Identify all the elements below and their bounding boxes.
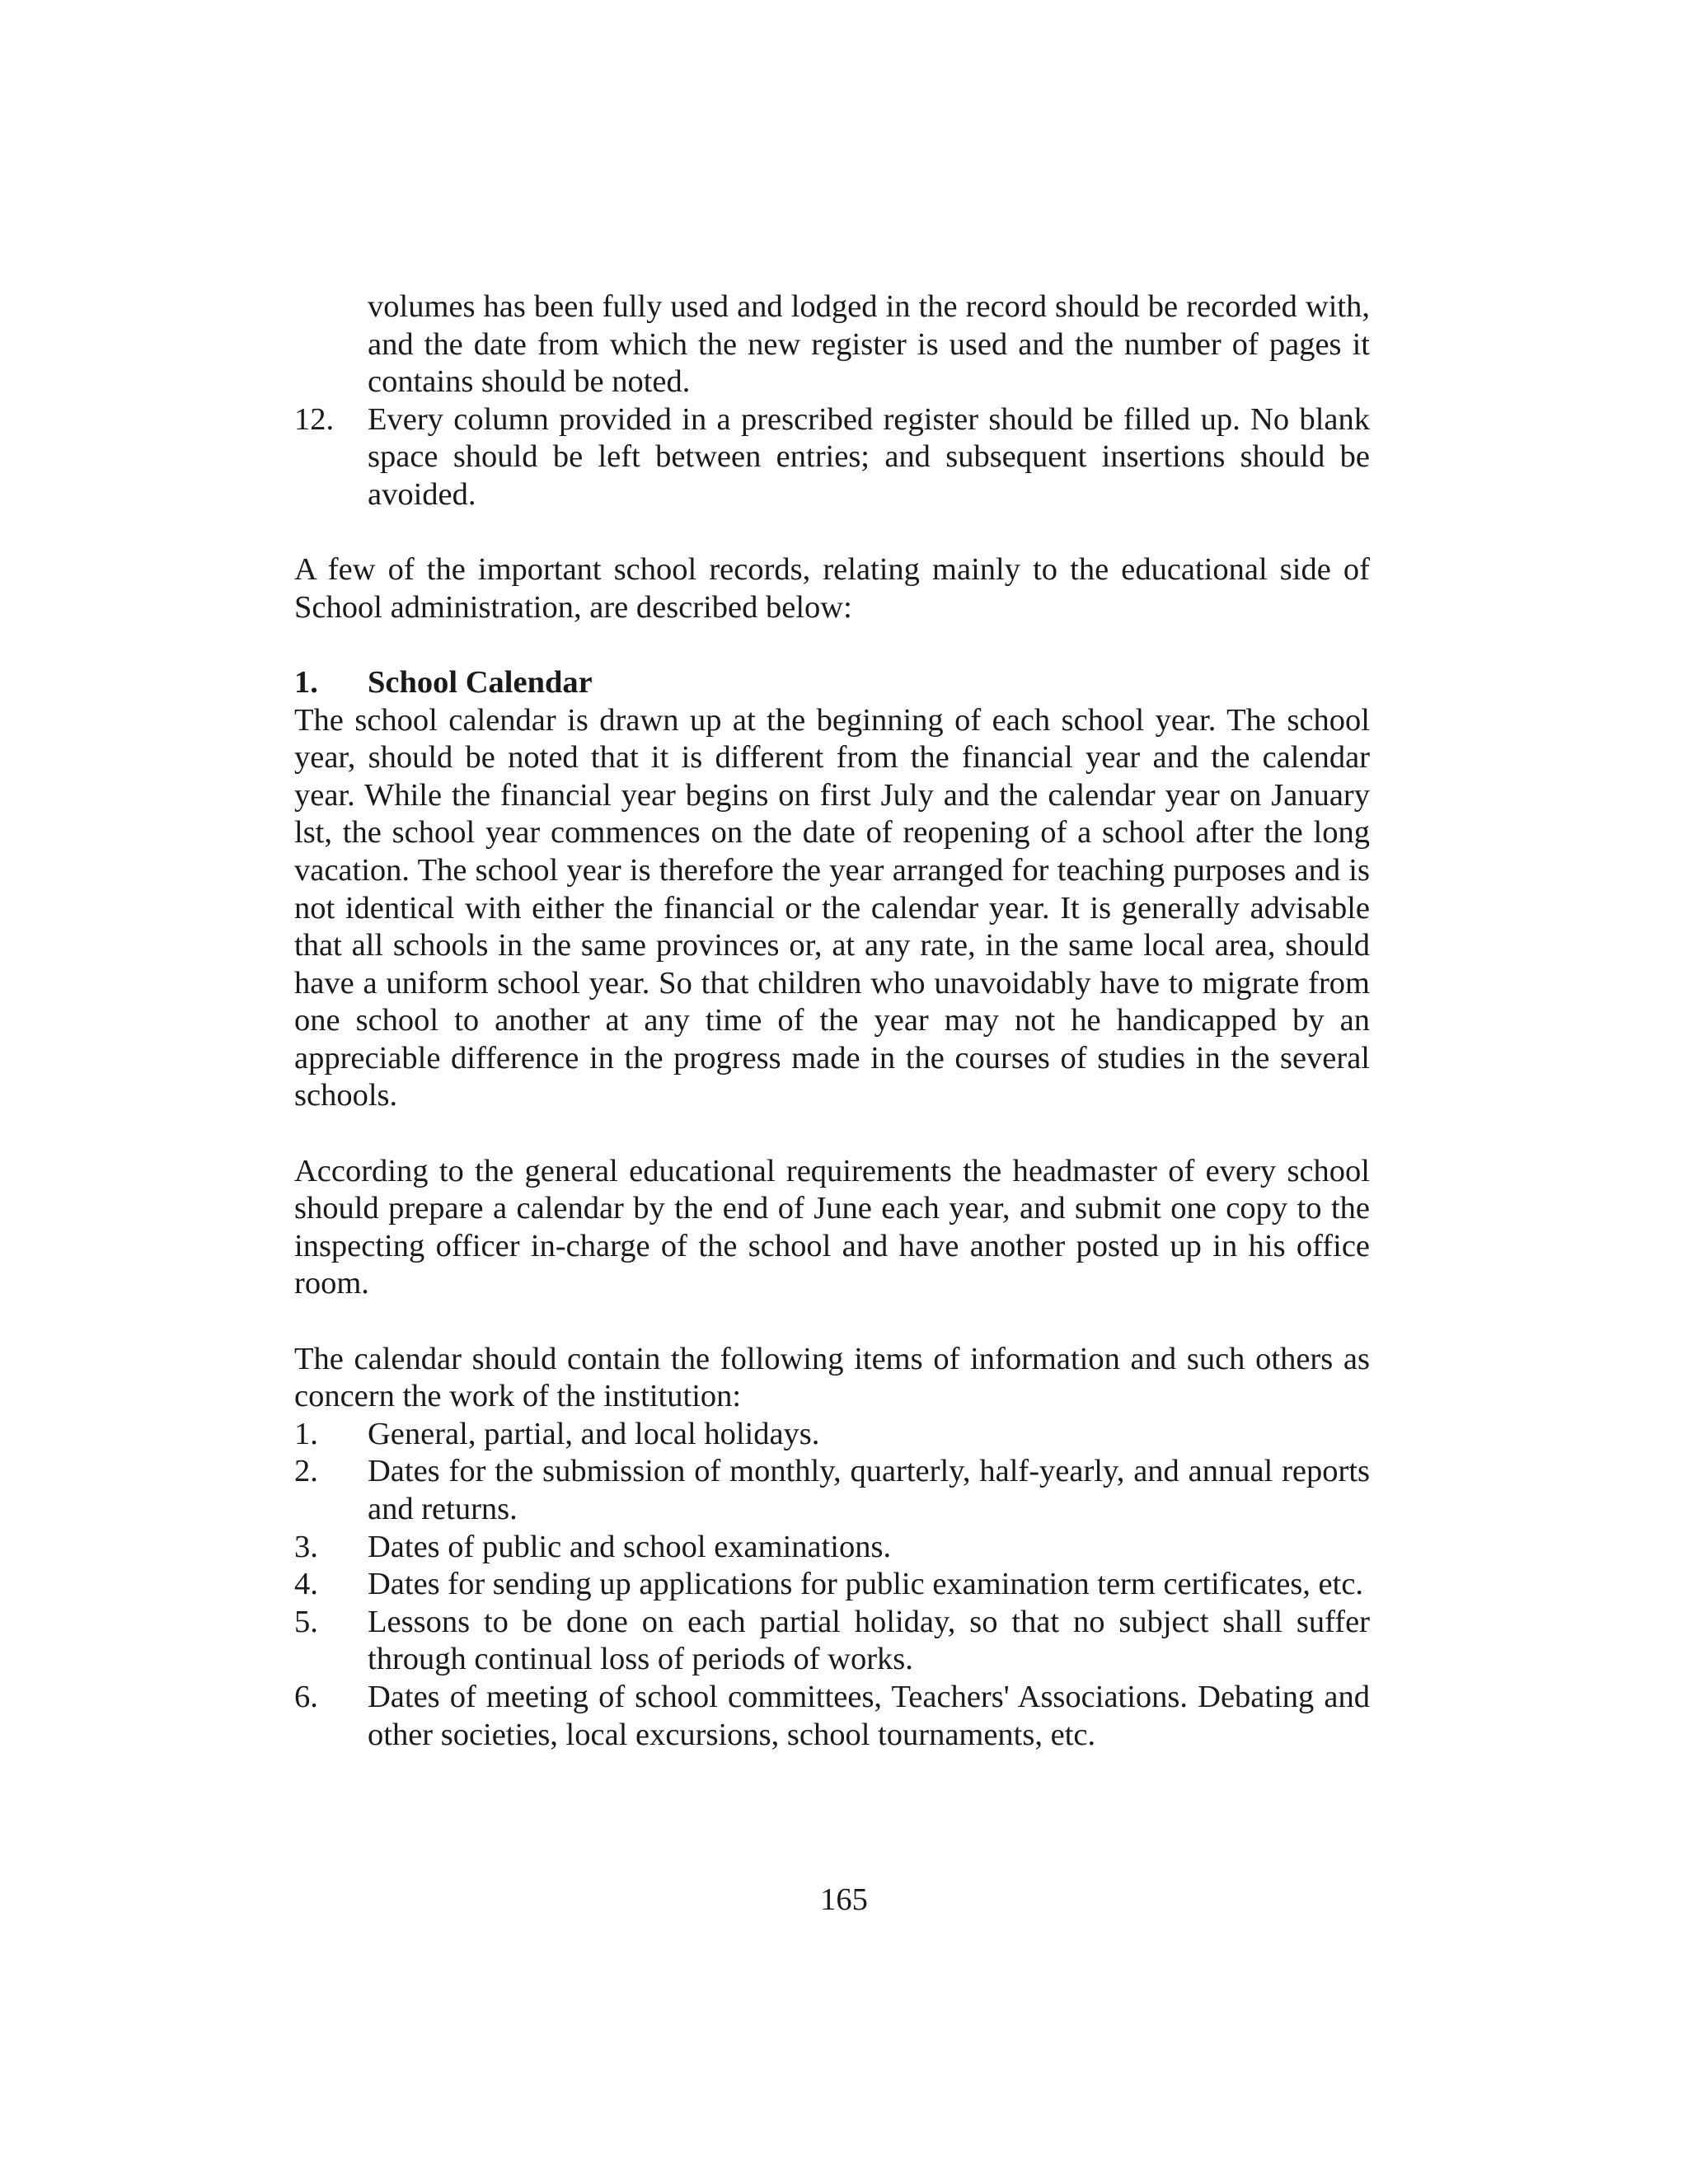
section-number: 1. <box>294 664 318 700</box>
list-item-number: 4. <box>294 1567 318 1602</box>
list-item-text: Dates for the submission of monthly, quarterly, half-yearly, and annual reports and returns. <box>368 1454 1370 1526</box>
list-item-12 <box>294 401 1370 514</box>
calendar-list-item <box>294 1529 1370 1567</box>
list-item-number: 1. <box>294 1416 318 1451</box>
list-item-text: Dates for sending up applications for public examination term certificates, etc. <box>368 1567 1364 1602</box>
section-heading <box>294 664 1370 702</box>
spacer <box>294 1115 1370 1153</box>
list-item-number: 3. <box>294 1529 318 1564</box>
list-item-text: volumes has been fully used and lodged in the record should be recorded with, and the date from which the new register is used and the number of pages it contains should be noted. <box>368 289 1370 400</box>
spacer <box>294 514 1370 552</box>
list-item-text: Every column provided in a prescribed register should be filled up. No blank space should be left between entries; and subsequent insertions should be avoided. <box>368 401 1370 512</box>
list-item-text: Dates of meeting of school committees, Teachers' Associations. Debating and other societies, local excursions, school tournaments, etc. <box>368 1679 1370 1752</box>
section-title: School Calendar <box>368 664 593 700</box>
calendar-list-item <box>294 1679 1370 1754</box>
list-item-number: 2. <box>294 1454 318 1489</box>
list-item-number: 12. <box>294 401 335 437</box>
calendar-paragraph-2: According to the general educational requirements the headmaster of every school should prepare a calendar by the end of June each year, and submit one copy to the inspecting officer in-charge of the school and have another posted up in his office room. <box>294 1153 1370 1301</box>
list-item-number: 5. <box>294 1604 318 1639</box>
list-item-11-continuation <box>294 288 1370 401</box>
list-item-text: Lessons to be done on each partial holiday, so that no subject shall suffer through continual loss of periods of works. <box>368 1604 1370 1677</box>
calendar-paragraph-3: The calendar should contain the following items of information and such others as concern the work of the institution: <box>294 1341 1370 1414</box>
calendar-list-item <box>294 1416 1370 1454</box>
page-number: 165 <box>820 1882 868 1917</box>
calendar-list-item <box>294 1604 1370 1679</box>
calendar-list-item <box>294 1566 1370 1604</box>
calendar-list-item <box>294 1453 1370 1528</box>
intro-paragraph: A few of the important school records, relating mainly to the educational side of School administration, are described below: <box>294 552 1370 625</box>
list-item-text: Dates of public and school examinations. <box>368 1529 892 1564</box>
calendar-paragraph-1: The school calendar is drawn up at the beginning of each school year. The school year, should be noted that it is different from the financial year and the calendar year. While the financial year begins on first July and the calendar year on January lst, the school year commences on the date of reopening of a school after the long vacation. The school year is therefore the year arranged for teaching purposes and is not identical with either the financial or the calendar year. It is generally advisable that all schools in the same provinces or, at any rate, in the same local area, should have a uniform school year. So that children who unavoidably have to migrate from one school to another at any time of the year may not he handicapped by an appreciable difference in the progress made in the courses of studies in the several schools. <box>294 702 1370 1113</box>
spacer <box>294 626 1370 664</box>
list-item-text: General, partial, and local holidays. <box>368 1416 820 1451</box>
spacer <box>294 1303 1370 1341</box>
page-body <box>294 288 1370 1754</box>
list-item-number: 6. <box>294 1679 318 1714</box>
